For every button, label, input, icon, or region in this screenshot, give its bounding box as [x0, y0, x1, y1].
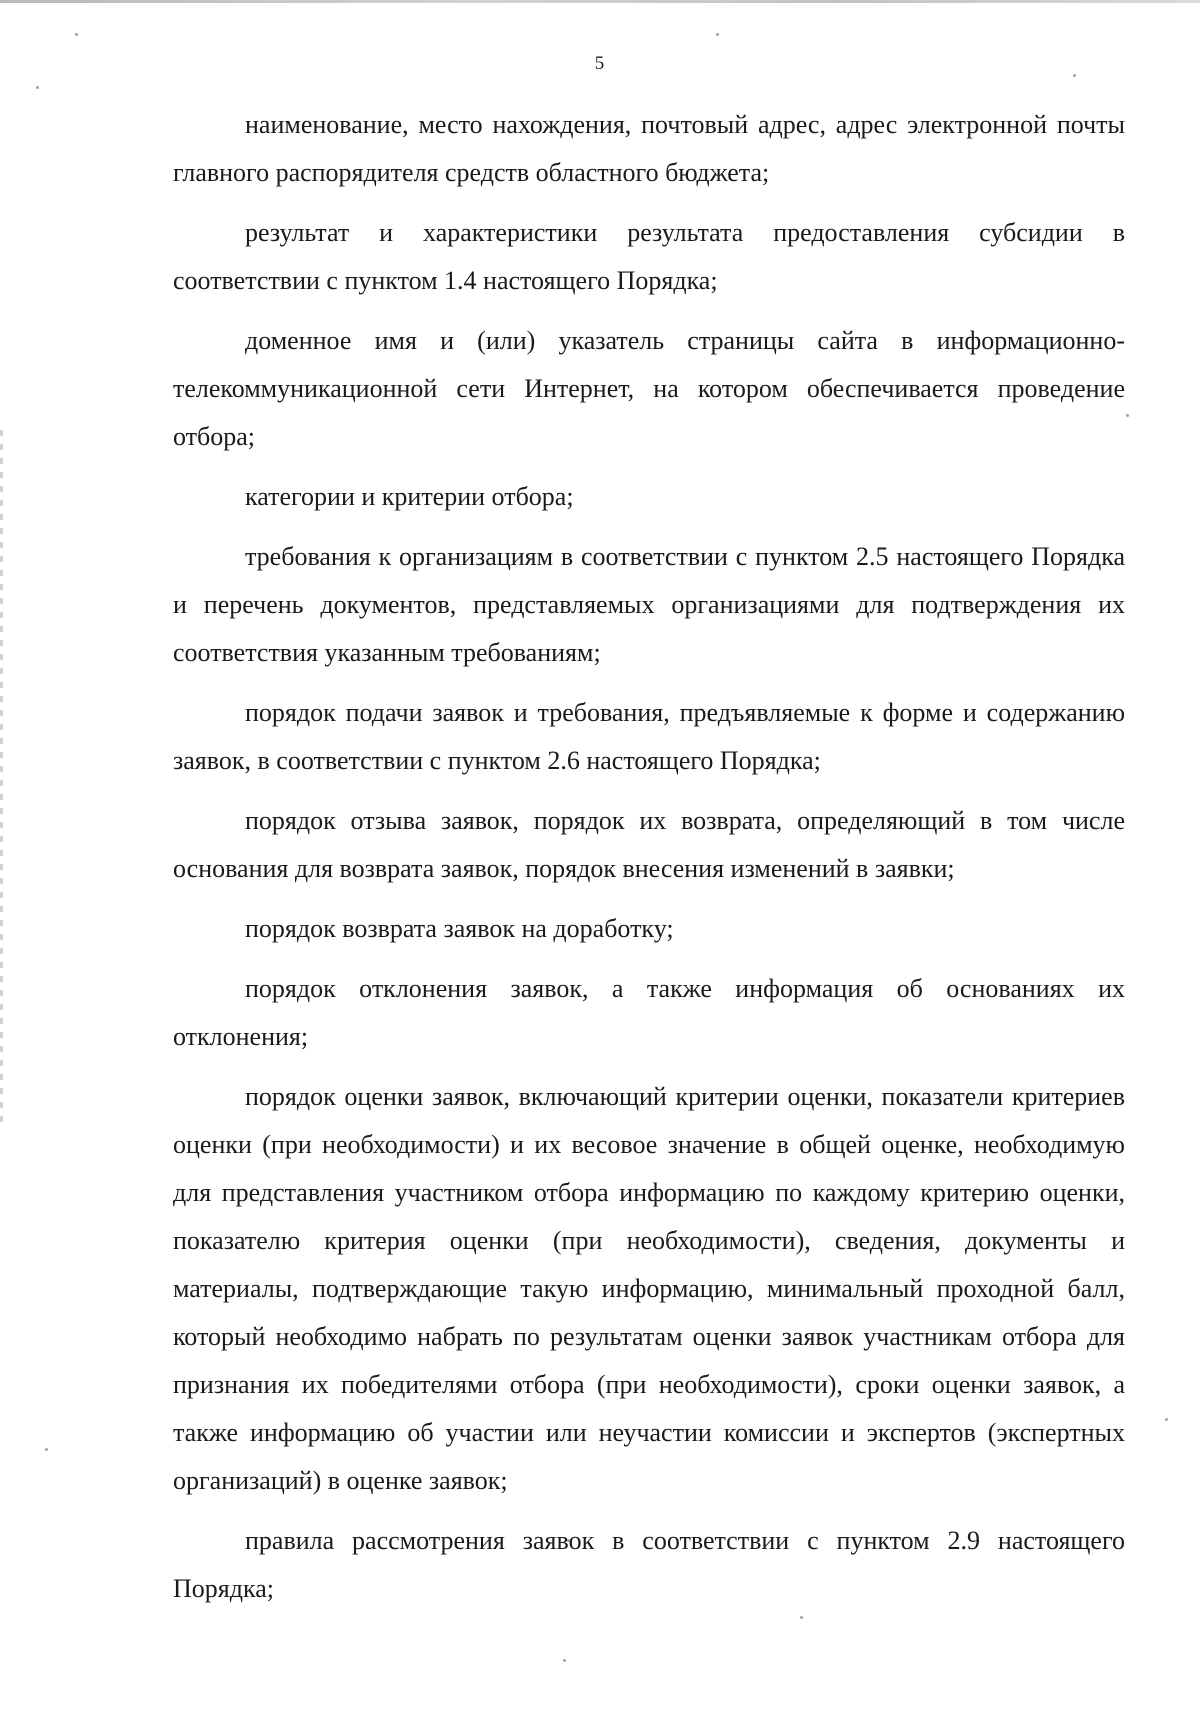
- paragraph-domain-name: доменное имя и (или) указатель страницы сайта в информационно-телекоммуникационной сети Интернет, на котором обеспечивается проведение отбора;: [173, 326, 1125, 451]
- scan-speck: [36, 86, 39, 89]
- scan-edge-left: [0, 430, 3, 1130]
- document-body: [173, 101, 1125, 1613]
- paragraph-subsidy-result: результат и характеристики результата предоставления субсидии в соответствии с пунктом 1.4 настоящего Порядка;: [173, 218, 1125, 295]
- paragraph-recipient-contacts: наименование, место нахождения, почтовый адрес, адрес электронной почты главного распорядителя средств областного бюджета;: [173, 110, 1125, 187]
- scan-speck: [45, 1448, 48, 1451]
- page-number: 5: [594, 53, 606, 74]
- scan-speck: [1165, 1418, 1168, 1421]
- paragraph-application-rejection: порядок отклонения заявок, а также информация об основаниях их отклонения;: [173, 974, 1125, 1051]
- scan-speck: [1126, 414, 1129, 417]
- scan-speck: [716, 33, 719, 36]
- paragraph-application-withdrawal: порядок отзыва заявок, порядок их возврата, определяющий в том числе основания для возврата заявок, порядок внесения изменений в заявки;: [173, 806, 1125, 883]
- paragraph-organization-requirements: требования к организациям в соответствии с пунктом 2.5 настоящего Порядка и перечень документов, представляемых организациями для подтверждения их соответствия указанным требованиям;: [173, 542, 1125, 667]
- paragraph-return-for-revision: порядок возврата заявок на доработку;: [245, 914, 674, 943]
- scan-edge-top: [0, 0, 1200, 3]
- paragraph-application-submission: порядок подачи заявок и требования, предъявляемые к форме и содержанию заявок, в соответствии с пунктом 2.6 настоящего Порядка;: [173, 698, 1125, 775]
- paragraph-selection-criteria: категории и критерии отбора;: [245, 482, 574, 511]
- scan-speck: [75, 33, 78, 36]
- paragraph-application-evaluation: порядок оценки заявок, включающий критерии оценки, показатели критериев оценки (при необходимости) и их весовое значение в общей оценке, необходимую для представления участником отбора информацию по каждому критерию оценки, показателю критерия оценки (при необходимости), сведения, документы и материалы, подтверждающие такую информацию, минимальный проходной балл, который необходимо набрать по результатам оценки заявок участникам отбора для признания их победителями отбора (при необходимости), сроки оценки заявок, а также информацию об участии или неучастии комиссии и экспертов (экспертных организаций) в оценке заявок;: [173, 1082, 1125, 1495]
- scan-speck: [800, 1616, 803, 1619]
- paragraph-review-rules: правила рассмотрения заявок в соответствии с пунктом 2.9 настоящего Порядка;: [173, 1526, 1125, 1603]
- scan-speck: [563, 1659, 566, 1662]
